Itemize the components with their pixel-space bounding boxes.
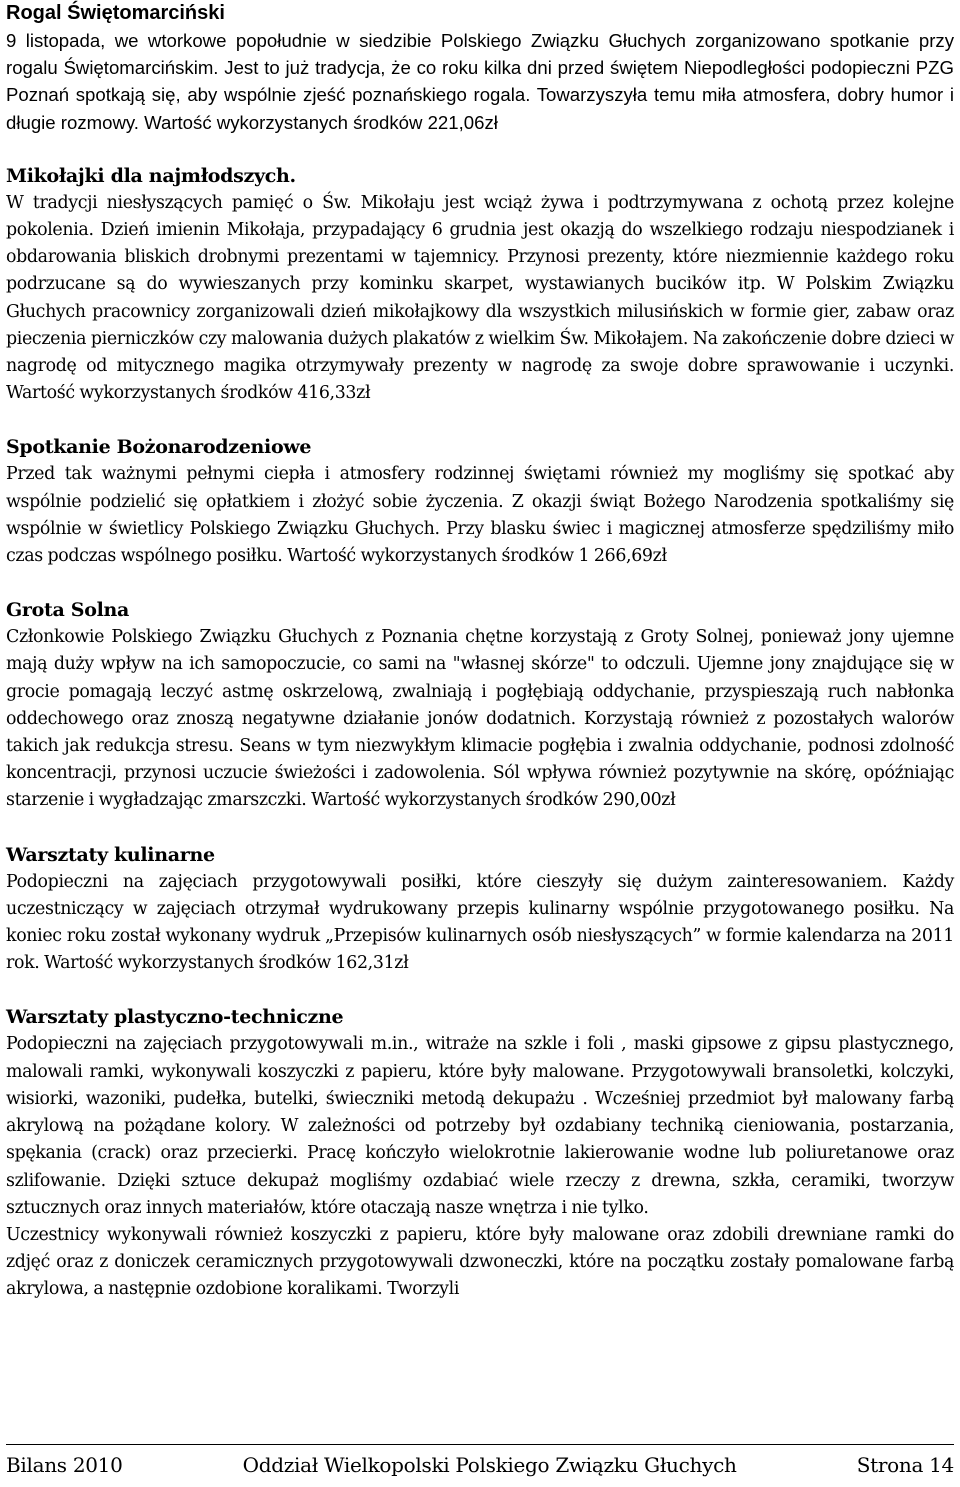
section-paragraph: W tradycji niesłyszących pamięć o Św. Mikołaju jest wciąż żywa i podtrzymywana z ochotą przez kolejne pokolenia. Dzień imienin Mikołaja, przypadający 6 grudnia jest okazją do wszelkiego rodzaju niespodzianek i obdarowania bliskich drobnymi prezentami w tajemnicy. Przynosi prezenty, które niezmiennie każdego roku podrzucane są do wywieszanych przy kominku skarpet, wystawianych bucików itp. W Polskim Związku Głuchych pracownicy zorganizowali dzień mikołajkowy dla wszystkich milusińskich w formie gier, zabaw oraz pieczenia pierniczków czy malowania dużych plakatów z wielkim Św. Mikołajem. Na zakończenie dobre dzieci w nagrodę od mitycznego magika otrzymywały prezenty w nagrodę za swoje dobre sprawowanie i uczynki. Wartość wykorzystanych środków 416,33zł [6,192,954,404]
page-footer [6,1444,954,1479]
section-rogal [6,0,954,136]
section-mikolajki [6,163,954,408]
footer-page-number: Strona 14 [856,1453,954,1477]
section-paragraph: 9 listopada, we wtorkowe popołudnie w siedzibie Polskiego Związku Głuchych zorganizowano spotkanie przy rogalu Świętomarcińskim. Jest to już tradycja, że co roku kilka dni przed świętem Niepodległości podopieczni PZG Poznań spotkają się, aby wspólnie zjeść poznańskiego rogala. Towarzyszyła temu miła atmosfera, dobry humor i długie rozmowy. Wartość wykorzystanych środków 221,06zł [6,30,954,133]
section-gap [6,977,954,1004]
section-paragraph: Podopieczni na zajęciach przygotowywali posiłki, które cieszyły się dużym zainteresowaniem. Każdy uczestniczący w zajęciach otrzymał wydrukowany przepis kulinarny wspólnie przygotowanego posiłku. Na koniec roku został wykonany wydruk „Przepisów kulinarnych osób niesłyszących” w formie kalendarza na 2011 rok. Wartość wykorzystanych środków 162,31zł [6,871,954,974]
section-warsztaty-kulinarne [6,842,954,978]
section-title: Spotkanie Bożonarodzeniowe [6,436,312,459]
section-paragraph: Przed tak ważnymi pełnymi ciepła i atmosfery rodzinnej świętami również my mogliśmy się spotkać aby wspólnie podzielić się opłatkiem i złożyć sobie życzenia. Z okazji świąt Bożego Narodzenia spotkaliśmy się wspólnie w świetlicy Polskiego Związku Głuchych. Przy blasku świec i magicznej atmosferze spędziliśmy miło czas podczas wspólnego posiłku. Wartość wykorzystanych środków 1 266,69zł [6,464,954,567]
section-paragraph: Uczestnicy wykonywali również koszyczki z papieru, które były malowane oraz zdobili drewniane ramki do zdjęć oraz z doniczek ceramicznych przygotowywali dzwoneczki, które na początku zostały pomalowane farbą akrylowa, a następnie ozdobione koralikami. Tworzyli [6,1224,954,1300]
section-spotkanie [6,434,954,570]
section-title: Mikołajki dla najmłodszych. [6,164,296,187]
section-gap [6,136,954,163]
section-grota-solna [6,597,954,814]
section-title: Rogal Świętomarciński [6,2,225,24]
section-warsztaty-plastyczne [6,1004,954,1303]
section-title: Warsztaty kulinarne [6,843,215,866]
section-gap [6,407,954,434]
section-paragraph: Podopieczni na zajęciach przygotowywali m.in., witraże na szkle i foli , maski gipsowe z gipsu plastycznego, malowali ramki, wykonywali koszyczki z papieru, które były malowane. Przygotowywali bransoletki, kolczyki, wisiorki, wazoniki, pudełka, butelki, świeczniki metodą dekupażu . Wcześniej przedmiot był malowany farbą akrylową na pożądane kolory. W zależności od potrzeby był ozdabiany techniką cieniowania, postarzania, spękania (crack) oraz przecierki. Pracę kończyło wielokrotnie lakierowanie wodne lub poliuretanowe oraz szlifowanie. Dzięki sztuce dekupaż mogliśmy ozdabiać wiele rzeczy z drewna, szkła, ceramiki, tworzyw sztucznych oraz innych materiałów, które otaczają nasze wnętrza i nie tylko. [6,1034,954,1218]
section-title: Warsztaty plastyczno-techniczne [6,1006,344,1029]
section-gap [6,815,954,842]
section-title: Grota Solna [6,599,130,622]
document-page [6,0,954,1487]
footer-organization: Oddział Wielkopolski Polskiego Związku Głuchych [242,1453,737,1477]
footer-report-name: Bilans 2010 [6,1453,123,1477]
section-gap [6,570,954,597]
section-paragraph: Członkowie Polskiego Związku Głuchych z Poznania chętne korzystają z Groty Solnej, ponieważ jony ujemne mają duży wpływ na ich samopoczucie, co sami na "własnej skórze" to odczuli. Ujemne jony znajdujące się w grocie pomagają leczyć astmę oskrzelową, zwalniają i pogłębiają oddychanie, przyspieszają ruch nabłonka oddechowego oraz znoszą negatywne działanie jonów dodatnich. Korzystają również z pozostałych walorów takich jak redukcja stresu. Seans w tym niezwykłym klimacie pogłębia i zwalnia oddychanie, podnosi zdolność koncentracji, przynosi uczucie świeżości i zadowolenia. Sól wpływa również pozytywnie na skórę, opóźniając starzenie i wygładzając zmarszczki. Wartość wykorzystanych środków 290,00zł [6,627,954,811]
